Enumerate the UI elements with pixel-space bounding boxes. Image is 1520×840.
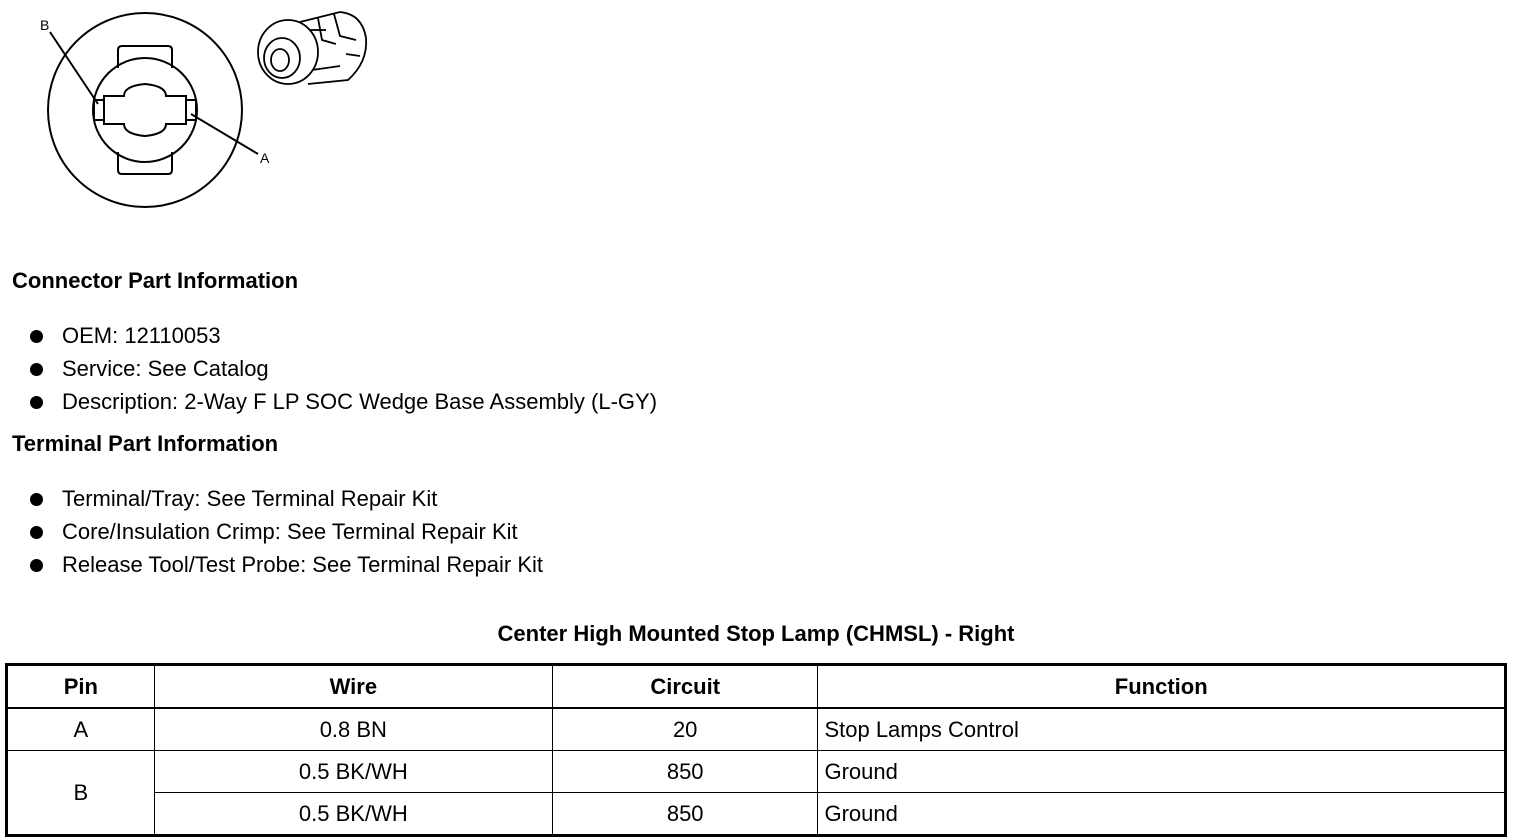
function-cell: Ground [818,751,1506,793]
connector-outer-ring [48,13,242,207]
function-cell: Stop Lamps Control [818,708,1506,751]
function-cell: Ground [818,793,1506,836]
terminal-part-list [28,482,543,581]
table-title: Center High Mounted Stop Lamp (CHMSL) - Right [497,621,1015,646]
list-item-text: Service: See Catalog [62,356,269,381]
socket-perspective-illustration [258,12,366,84]
terminal-part-heading: Terminal Part Information [12,431,279,456]
label-b: B [40,17,50,33]
pin-cell: B [7,751,155,836]
table-row [7,793,1506,836]
column-header-wire: Wire [154,665,552,709]
list-item [28,482,543,515]
list-item [28,515,543,548]
table-row [7,708,1506,751]
bullet-icon [30,559,43,572]
table-row [7,751,1506,793]
circuit-cell: 20 [552,708,818,751]
wire-cell: 0.8 BN [154,708,552,751]
connector-diagram [0,0,420,230]
connector-inner-ring [93,58,197,162]
column-header-pin: Pin [7,665,155,709]
column-header-circuit: Circuit [552,665,818,709]
circuit-cell: 850 [552,751,818,793]
leader-line-a [191,114,258,154]
wire-cell: 0.5 BK/WH [154,751,552,793]
list-item-text: OEM: 12110053 [62,323,221,348]
bullet-icon [30,526,43,539]
column-header-function: Function [818,665,1506,709]
label-a: A [260,150,270,166]
list-item-text: Description: 2-Way F LP SOC Wedge Base Assembly (L-GY) [62,389,658,414]
terminal-b-slot [94,100,104,120]
pinout-table [5,663,1507,837]
bullet-icon [30,396,43,409]
list-item-text: Core/Insulation Crimp: See Terminal Repair Kit [62,519,518,544]
connector-part-heading: Connector Part Information [12,268,299,293]
list-item [28,352,657,385]
list-item [28,548,543,581]
connector-socket [104,84,186,136]
wire-cell: 0.5 BK/WH [154,793,552,836]
list-item-text: Terminal/Tray: See Terminal Repair Kit [62,486,438,511]
table-header-row [7,665,1506,709]
bullet-icon [30,363,43,376]
pin-cell: A [7,708,155,751]
connector-part-list [28,319,657,418]
list-item [28,319,657,352]
circuit-cell: 850 [552,793,818,836]
bullet-icon [30,493,43,506]
list-item [28,385,657,418]
bullet-icon [30,330,43,343]
list-item-text: Release Tool/Test Probe: See Terminal Repair Kit [62,552,543,577]
